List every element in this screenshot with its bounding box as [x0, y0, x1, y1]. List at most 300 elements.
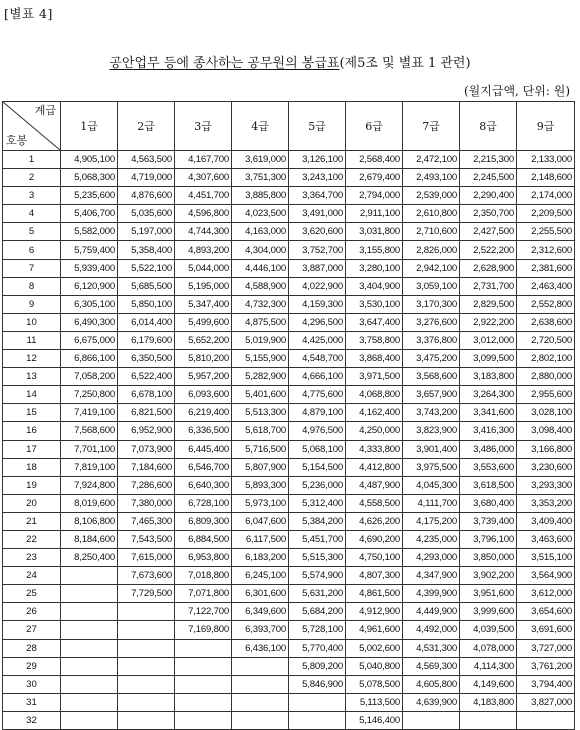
salary-cell: 4,626,200	[346, 512, 403, 530]
salary-cell: 6,179,600	[118, 331, 175, 349]
salary-cell: 5,652,200	[175, 331, 232, 349]
salary-cell: 5,282,900	[232, 368, 289, 386]
salary-cell: 7,419,100	[61, 404, 118, 422]
table-row	[3, 549, 575, 567]
salary-cell: 4,235,000	[403, 530, 460, 548]
table-row	[3, 621, 575, 639]
salary-cell: 6,445,400	[175, 440, 232, 458]
salary-cell: 5,685,500	[118, 277, 175, 295]
step-cell: 31	[3, 693, 61, 711]
salary-cell: 3,028,100	[517, 404, 575, 422]
salary-cell: 6,305,100	[61, 295, 118, 313]
salary-cell: 3,612,000	[517, 585, 575, 603]
salary-cell: 7,819,100	[61, 458, 118, 476]
salary-cell: 3,183,800	[460, 368, 517, 386]
salary-cell: 5,850,100	[118, 295, 175, 313]
salary-cell: 2,710,600	[403, 223, 460, 241]
table-row	[3, 259, 575, 277]
salary-cell	[517, 711, 575, 729]
salary-cell: 3,486,000	[460, 440, 517, 458]
salary-cell: 4,905,100	[61, 151, 118, 169]
salary-cell: 3,885,800	[232, 187, 289, 205]
salary-cell: 3,409,400	[517, 512, 575, 530]
step-cell: 1	[3, 151, 61, 169]
salary-cell: 4,114,300	[460, 657, 517, 675]
salary-cell: 2,568,400	[346, 151, 403, 169]
salary-cell: 5,035,600	[118, 205, 175, 223]
salary-cell: 4,250,000	[346, 422, 403, 440]
salary-cell	[61, 693, 118, 711]
salary-cell: 5,312,400	[289, 494, 346, 512]
salary-cell: 4,333,800	[346, 440, 403, 458]
salary-cell: 2,794,000	[346, 187, 403, 205]
salary-cell: 4,492,000	[403, 621, 460, 639]
salary-cell: 5,019,900	[232, 331, 289, 349]
salary-cell: 5,406,700	[61, 205, 118, 223]
step-cell: 25	[3, 585, 61, 603]
unit-note: (월지급액, 단위: 원)	[464, 84, 570, 98]
salary-cell: 7,286,600	[118, 476, 175, 494]
salary-cell: 3,751,300	[232, 169, 289, 187]
salary-cell: 3,850,000	[460, 549, 517, 567]
step-cell: 26	[3, 603, 61, 621]
salary-cell: 5,499,600	[175, 313, 232, 331]
salary-cell: 2,911,100	[346, 205, 403, 223]
salary-cell	[175, 639, 232, 657]
salary-cell: 5,846,900	[289, 675, 346, 693]
salary-cell: 3,618,500	[460, 476, 517, 494]
step-cell: 13	[3, 368, 61, 386]
salary-cell: 4,531,300	[403, 639, 460, 657]
salary-cell: 4,293,000	[403, 549, 460, 567]
salary-cell: 3,620,600	[289, 223, 346, 241]
salary-cell: 3,293,300	[517, 476, 575, 494]
salary-cell: 4,588,900	[232, 277, 289, 295]
salary-cell	[175, 693, 232, 711]
step-cell: 7	[3, 259, 61, 277]
salary-cell: 6,393,700	[232, 621, 289, 639]
document-title	[0, 52, 580, 71]
salary-cell: 2,209,500	[517, 205, 575, 223]
salary-cell: 5,939,400	[61, 259, 118, 277]
salary-cell: 3,059,100	[403, 277, 460, 295]
salary-cell	[118, 675, 175, 693]
salary-cell: 3,901,400	[403, 440, 460, 458]
salary-cell: 6,117,500	[232, 530, 289, 548]
salary-cell	[232, 657, 289, 675]
salary-cell: 4,045,300	[403, 476, 460, 494]
table-row	[3, 350, 575, 368]
salary-cell: 5,582,000	[61, 223, 118, 241]
salary-cell: 3,463,600	[517, 530, 575, 548]
salary-cell: 4,605,800	[403, 675, 460, 693]
salary-cell: 2,679,400	[346, 169, 403, 187]
salary-cell: 2,148,600	[517, 169, 575, 187]
table-row	[3, 386, 575, 404]
salary-cell: 6,490,300	[61, 313, 118, 331]
salary-cell: 2,472,100	[403, 151, 460, 169]
step-cell: 22	[3, 530, 61, 548]
salary-cell: 5,957,200	[175, 368, 232, 386]
salary-cell: 2,610,800	[403, 205, 460, 223]
salary-cell	[61, 603, 118, 621]
salary-cell	[232, 675, 289, 693]
salary-cell: 4,912,900	[346, 603, 403, 621]
corner-grade-label: 계급	[34, 104, 56, 117]
salary-cell: 2,312,600	[517, 241, 575, 259]
salary-cell	[289, 711, 346, 729]
salary-cell: 6,014,400	[118, 313, 175, 331]
salary-cell: 4,078,000	[460, 639, 517, 657]
salary-cell	[118, 657, 175, 675]
salary-cell: 3,739,400	[460, 512, 517, 530]
step-cell: 8	[3, 277, 61, 295]
salary-cell: 6,675,000	[61, 331, 118, 349]
salary-cell: 2,638,600	[517, 313, 575, 331]
salary-cell: 4,548,700	[289, 350, 346, 368]
salary-cell: 4,183,800	[460, 693, 517, 711]
salary-cell: 6,350,500	[118, 350, 175, 368]
step-cell: 28	[3, 639, 61, 657]
salary-cell	[232, 711, 289, 729]
salary-cell: 6,522,400	[118, 368, 175, 386]
step-cell: 14	[3, 386, 61, 404]
salary-cell: 4,347,900	[403, 567, 460, 585]
grade-header: 2급	[118, 102, 175, 151]
salary-cell: 3,794,400	[517, 675, 575, 693]
salary-cell: 3,155,800	[346, 241, 403, 259]
salary-cell	[61, 585, 118, 603]
salary-cell: 6,952,900	[118, 422, 175, 440]
salary-cell: 6,728,100	[175, 494, 232, 512]
salary-cell: 3,280,100	[346, 259, 403, 277]
step-cell: 27	[3, 621, 61, 639]
salary-cell: 4,446,100	[232, 259, 289, 277]
salary-cell: 6,809,300	[175, 512, 232, 530]
salary-cell: 5,154,500	[289, 458, 346, 476]
salary-cell: 5,973,100	[232, 494, 289, 512]
table-row	[3, 331, 575, 349]
salary-cell: 5,078,500	[346, 675, 403, 693]
salary-cell: 3,951,600	[460, 585, 517, 603]
step-cell: 32	[3, 711, 61, 729]
salary-cell: 5,631,200	[289, 585, 346, 603]
salary-cell: 4,569,300	[403, 657, 460, 675]
salary-cell: 2,245,500	[460, 169, 517, 187]
step-cell: 21	[3, 512, 61, 530]
salary-cell: 4,807,300	[346, 567, 403, 585]
salary-cell: 2,463,400	[517, 277, 575, 295]
salary-cell: 4,451,700	[175, 187, 232, 205]
salary-cell: 2,880,000	[517, 368, 575, 386]
grade-header: 6급	[346, 102, 403, 151]
salary-cell: 7,568,600	[61, 422, 118, 440]
salary-cell: 3,568,600	[403, 368, 460, 386]
salary-cell: 7,169,800	[175, 621, 232, 639]
salary-cell: 4,744,300	[175, 223, 232, 241]
salary-cell: 4,175,200	[403, 512, 460, 530]
salary-cell: 3,230,600	[517, 458, 575, 476]
salary-cell: 2,350,700	[460, 205, 517, 223]
salary-cell: 3,264,300	[460, 386, 517, 404]
table-row	[3, 639, 575, 657]
salary-cell: 7,250,800	[61, 386, 118, 404]
salary-cell: 4,732,300	[232, 295, 289, 313]
salary-cell: 4,893,200	[175, 241, 232, 259]
salary-cell: 3,691,600	[517, 621, 575, 639]
salary-cell: 6,120,900	[61, 277, 118, 295]
table-row	[3, 368, 575, 386]
salary-cell: 7,924,800	[61, 476, 118, 494]
salary-cell: 7,543,500	[118, 530, 175, 548]
grade-header: 5급	[289, 102, 346, 151]
step-cell: 16	[3, 422, 61, 440]
salary-cell: 8,184,600	[61, 530, 118, 548]
salary-cell: 2,522,200	[460, 241, 517, 259]
table-row	[3, 187, 575, 205]
salary-cell: 5,384,200	[289, 512, 346, 530]
table-row	[3, 458, 575, 476]
salary-cell: 3,654,600	[517, 603, 575, 621]
salary-cell: 3,887,000	[289, 259, 346, 277]
salary-cell: 3,243,100	[289, 169, 346, 187]
salary-cell: 5,040,800	[346, 657, 403, 675]
salary-cell: 3,012,000	[460, 331, 517, 349]
salary-cell: 2,826,000	[403, 241, 460, 259]
salary-cell: 3,276,600	[403, 313, 460, 331]
salary-cell: 2,427,500	[460, 223, 517, 241]
step-cell: 2	[3, 169, 61, 187]
salary-cell: 3,475,200	[403, 350, 460, 368]
salary-cell: 5,515,300	[289, 549, 346, 567]
salary-cell	[61, 567, 118, 585]
salary-cell: 3,971,500	[346, 368, 403, 386]
salary-cell: 6,884,500	[175, 530, 232, 548]
salary-cell: 4,039,500	[460, 621, 517, 639]
step-cell: 29	[3, 657, 61, 675]
salary-cell: 8,250,400	[61, 549, 118, 567]
salary-table	[2, 101, 575, 730]
title-reference: (제5조 및 별표 1 관련)	[339, 56, 471, 71]
salary-cell: 3,166,800	[517, 440, 575, 458]
salary-cell: 4,167,700	[175, 151, 232, 169]
salary-cell: 3,868,400	[346, 350, 403, 368]
salary-cell	[289, 693, 346, 711]
salary-cell: 4,558,500	[346, 494, 403, 512]
salary-cell: 5,236,000	[289, 476, 346, 494]
step-cell: 24	[3, 567, 61, 585]
salary-cell: 4,307,600	[175, 169, 232, 187]
salary-cell: 2,731,700	[460, 277, 517, 295]
table-row	[3, 169, 575, 187]
salary-cell: 4,111,700	[403, 494, 460, 512]
salary-cell: 7,073,900	[118, 440, 175, 458]
header-row	[3, 102, 575, 151]
salary-cell: 8,019,600	[61, 494, 118, 512]
salary-cell: 4,159,300	[289, 295, 346, 313]
salary-cell: 5,451,700	[289, 530, 346, 548]
salary-cell: 3,364,700	[289, 187, 346, 205]
salary-cell: 5,684,200	[289, 603, 346, 621]
salary-cell: 6,301,600	[232, 585, 289, 603]
table-row	[3, 277, 575, 295]
salary-cell: 2,539,000	[403, 187, 460, 205]
salary-cell	[118, 621, 175, 639]
step-cell: 23	[3, 549, 61, 567]
salary-cell: 5,522,100	[118, 259, 175, 277]
table-row	[3, 295, 575, 313]
salary-cell: 7,380,000	[118, 494, 175, 512]
salary-cell: 5,068,100	[289, 440, 346, 458]
table-row	[3, 422, 575, 440]
salary-cell	[175, 711, 232, 729]
grade-header: 9급	[517, 102, 575, 151]
table-row	[3, 404, 575, 422]
salary-cell: 5,770,400	[289, 639, 346, 657]
salary-cell: 2,922,200	[460, 313, 517, 331]
salary-cell: 3,098,400	[517, 422, 575, 440]
salary-cell: 7,729,500	[118, 585, 175, 603]
salary-cell: 4,666,100	[289, 368, 346, 386]
salary-cell	[61, 657, 118, 675]
step-cell: 10	[3, 313, 61, 331]
salary-cell	[403, 711, 460, 729]
salary-cell: 4,875,500	[232, 313, 289, 331]
salary-cell: 6,546,700	[175, 458, 232, 476]
salary-cell: 5,113,500	[346, 693, 403, 711]
salary-cell: 7,701,100	[61, 440, 118, 458]
table-row	[3, 693, 575, 711]
corner-header-cell	[3, 102, 61, 151]
salary-cell	[175, 657, 232, 675]
salary-cell: 6,245,100	[232, 567, 289, 585]
salary-cell: 6,866,100	[61, 350, 118, 368]
salary-cell: 7,071,800	[175, 585, 232, 603]
table-row	[3, 530, 575, 548]
grade-header: 3급	[175, 102, 232, 151]
salary-cell: 4,563,500	[118, 151, 175, 169]
salary-cell: 2,802,100	[517, 350, 575, 368]
salary-cell: 2,290,400	[460, 187, 517, 205]
salary-cell: 4,296,500	[289, 313, 346, 331]
grade-header: 7급	[403, 102, 460, 151]
table-row	[3, 711, 575, 729]
table-row	[3, 241, 575, 259]
salary-cell: 4,719,000	[118, 169, 175, 187]
salary-cell: 4,022,900	[289, 277, 346, 295]
salary-cell: 5,513,300	[232, 404, 289, 422]
salary-cell: 4,861,500	[346, 585, 403, 603]
salary-cell: 3,564,900	[517, 567, 575, 585]
salary-cell: 6,953,800	[175, 549, 232, 567]
salary-cell: 4,399,900	[403, 585, 460, 603]
step-cell: 5	[3, 223, 61, 241]
salary-cell: 4,149,600	[460, 675, 517, 693]
step-cell: 3	[3, 187, 61, 205]
salary-cell: 4,068,800	[346, 386, 403, 404]
salary-cell: 3,975,500	[403, 458, 460, 476]
salary-cell: 8,106,800	[61, 512, 118, 530]
salary-cell: 3,404,900	[346, 277, 403, 295]
salary-cell: 5,044,000	[175, 259, 232, 277]
salary-cell: 5,807,900	[232, 458, 289, 476]
salary-cell: 5,618,700	[232, 422, 289, 440]
salary-cell	[460, 711, 517, 729]
table-row	[3, 603, 575, 621]
salary-cell	[61, 639, 118, 657]
salary-cell: 6,336,500	[175, 422, 232, 440]
salary-cell: 2,829,500	[460, 295, 517, 313]
salary-cell: 4,750,100	[346, 549, 403, 567]
salary-cell: 5,716,500	[232, 440, 289, 458]
salary-cell: 2,215,300	[460, 151, 517, 169]
step-cell: 18	[3, 458, 61, 476]
salary-cell: 3,491,000	[289, 205, 346, 223]
salary-cell: 5,809,200	[289, 657, 346, 675]
salary-cell: 3,827,000	[517, 693, 575, 711]
annex-label: [별표 4]	[4, 6, 53, 21]
salary-cell: 6,640,300	[175, 476, 232, 494]
salary-cell: 3,126,100	[289, 151, 346, 169]
table-row	[3, 205, 575, 223]
salary-cell: 5,810,200	[175, 350, 232, 368]
table-row	[3, 675, 575, 693]
table-row	[3, 494, 575, 512]
salary-cell: 4,961,600	[346, 621, 403, 639]
table-row	[3, 567, 575, 585]
salary-cell: 2,628,900	[460, 259, 517, 277]
salary-cell: 3,752,700	[289, 241, 346, 259]
corner-step-label: 호봉	[6, 134, 28, 147]
salary-cell: 4,775,600	[289, 386, 346, 404]
salary-cell: 6,219,400	[175, 404, 232, 422]
salary-cell	[118, 639, 175, 657]
salary-cell: 3,647,400	[346, 313, 403, 331]
step-cell: 19	[3, 476, 61, 494]
salary-cell: 3,758,800	[346, 331, 403, 349]
salary-cell: 3,553,600	[460, 458, 517, 476]
salary-cell: 3,761,200	[517, 657, 575, 675]
salary-cell: 6,821,500	[118, 404, 175, 422]
salary-cell: 3,353,200	[517, 494, 575, 512]
salary-cell: 3,743,200	[403, 404, 460, 422]
step-cell: 11	[3, 331, 61, 349]
salary-cell: 2,381,600	[517, 259, 575, 277]
salary-cell: 2,493,100	[403, 169, 460, 187]
salary-cell: 4,162,400	[346, 404, 403, 422]
salary-cell: 6,349,600	[232, 603, 289, 621]
salary-cell: 4,163,000	[232, 223, 289, 241]
salary-cell: 3,680,400	[460, 494, 517, 512]
salary-cell: 5,358,400	[118, 241, 175, 259]
salary-cell	[175, 675, 232, 693]
salary-cell: 7,058,200	[61, 368, 118, 386]
salary-cell: 7,673,600	[118, 567, 175, 585]
step-cell: 20	[3, 494, 61, 512]
grade-header: 1급	[61, 102, 118, 151]
step-cell: 17	[3, 440, 61, 458]
salary-cell	[118, 603, 175, 621]
salary-cell: 7,615,000	[118, 549, 175, 567]
step-cell: 9	[3, 295, 61, 313]
salary-cell: 7,465,300	[118, 512, 175, 530]
table-row	[3, 223, 575, 241]
salary-cell: 4,304,000	[232, 241, 289, 259]
salary-cell: 3,376,800	[403, 331, 460, 349]
salary-cell: 2,174,000	[517, 187, 575, 205]
salary-cell: 4,487,900	[346, 476, 403, 494]
table-row	[3, 585, 575, 603]
